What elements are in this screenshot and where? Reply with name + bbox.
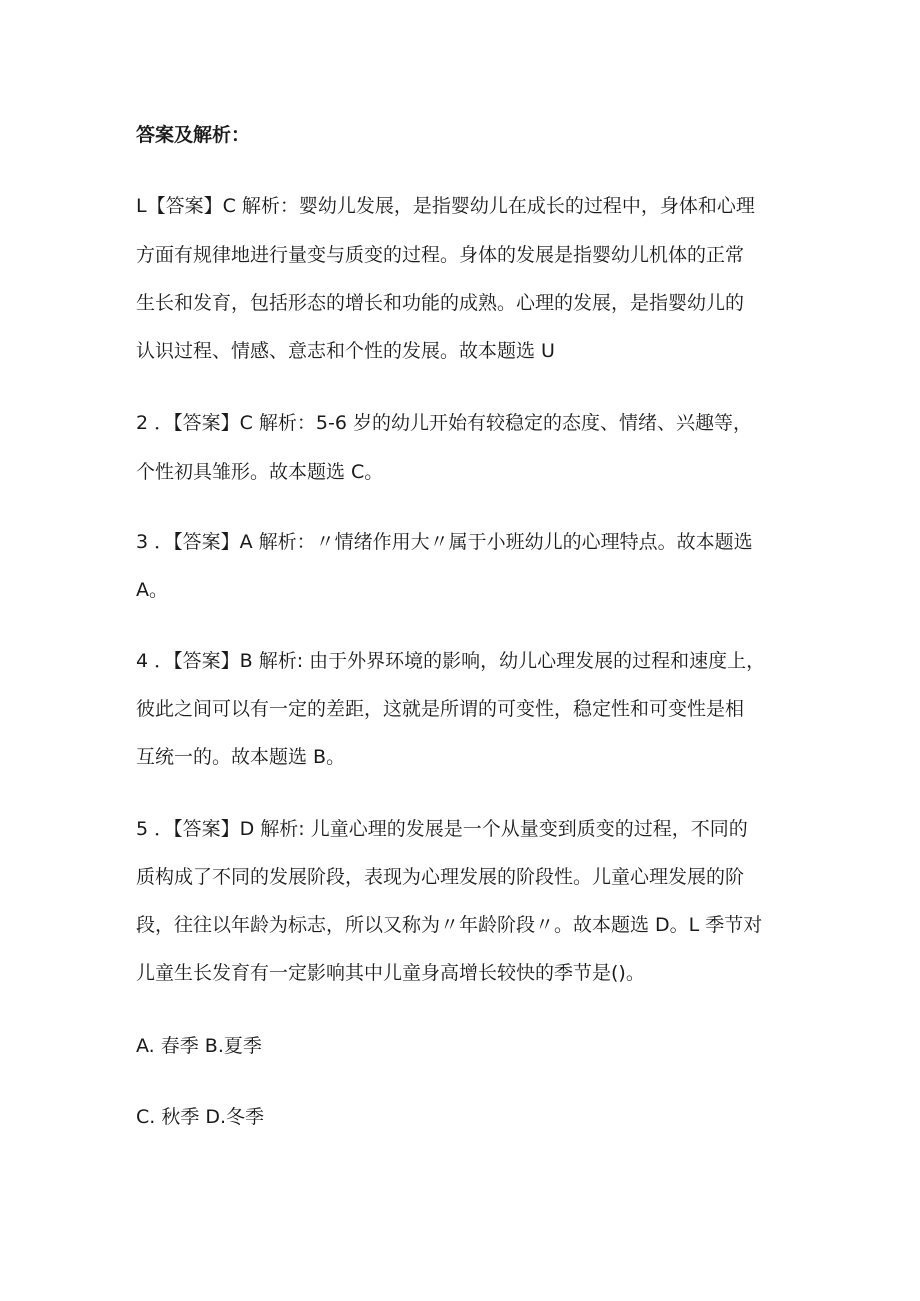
answer-5-line-2: 质构成了不同的发展阶段，表现为心理发展的阶段性。儿童心理发展的阶 [136,866,745,888]
answer-1-line-4: 认识过程、情感、意志和个性的发展。故本题选 U [136,340,555,362]
answer-1-line-1: L【答案】C 解析：婴幼儿发展，是指婴幼儿在成长的过程中，身体和心理 [136,195,755,217]
answer-1-line-3: 生长和发育，包括形态的增长和功能的成熟。心理的发展，是指婴幼儿的 [136,292,745,314]
option-line-1: A. 春季 B.夏季 [136,1035,262,1057]
page-heading: 答案及解析： [136,124,251,146]
answer-1-line-2: 方面有规律地进行量变与质变的过程。身体的发展是指婴幼儿机体的正常 [136,244,745,266]
answer-4-line-1: 4 ．【答案】B 解析: 由于外界环境的影响，幼儿心理发展的过程和速度上， [136,650,766,672]
answer-2-line-2: 个性初具雏形。故本题选 C。 [136,461,384,483]
answer-4-line-3: 互统一的。故本题选 B。 [136,746,346,768]
answer-4-line-2: 彼此之间可以有一定的差距，这就是所谓的可变性，稳定性和可变性是相 [136,698,745,720]
answer-5-line-4: 儿童生长发育有一定影响其中儿童身高增长较快的季节是()。 [136,962,645,984]
answer-3-line-1: 3 ．【答案】A 解析：〃情绪作用大〃属于小班幼儿的心理特点。故本题选 [136,531,753,553]
answer-2-line-1: 2 ．【答案】C 解析：5-6 岁的幼儿开始有较稳定的态度、情绪、兴趣等， [136,412,753,434]
answer-3-line-2: A。 [136,579,168,601]
option-line-2: C. 秋季 D.冬季 [136,1106,265,1128]
answer-5-line-3: 段，往往以年龄为标志，所以又称为〃年龄阶段〃。故本题选 D。L 季节对 [136,914,763,936]
answer-5-line-1: 5 ．【答案】D 解析: 儿童心理的发展是一个从量变到质变的过程，不同的 [136,818,748,840]
